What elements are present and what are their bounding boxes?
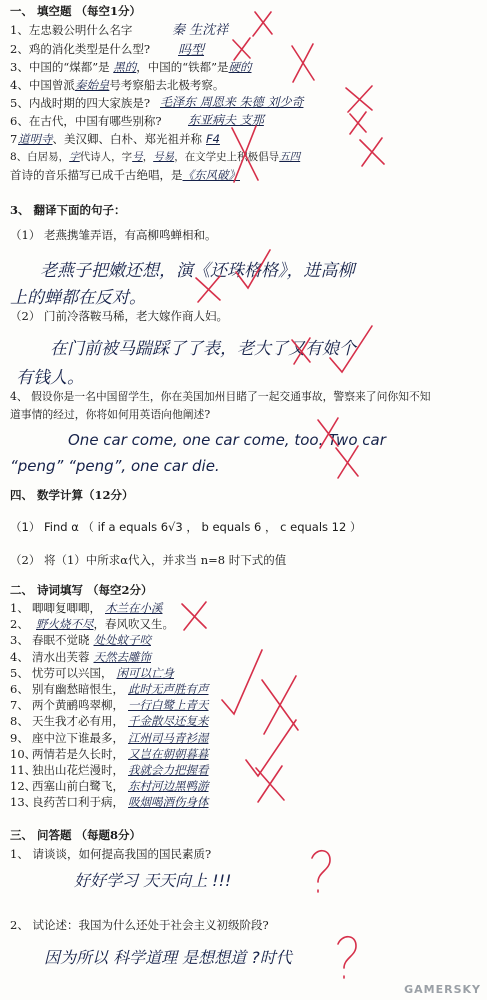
- poem-number: 8、: [10, 714, 29, 729]
- math-question-2: （2） 将（1）中所求α代入，并求当 n=8 时下式的值: [10, 553, 287, 567]
- poem-row: [10, 633, 151, 647]
- english-answer-line2: “peng” “peng”, one car die.: [10, 457, 220, 475]
- poem-row: [10, 795, 209, 809]
- check-mark: [246, 720, 296, 776]
- poem-row: [10, 666, 174, 680]
- poem-row: [10, 650, 151, 664]
- cross-mark: [256, 766, 284, 802]
- question-8: 8、白居易，字代诗人，字号，号易，在文学史上积极倡导五四: [10, 151, 301, 163]
- poem-suffix: ，春风吹又生。: [93, 617, 174, 632]
- poem-row: [10, 601, 163, 615]
- question-3: 3、中国的“煤都”是 黑的，中国的“铁都”是硬的: [10, 60, 252, 74]
- question-6: 6、在古代，中国有哪些别称?: [10, 114, 162, 128]
- poem-answer: 我就会力把握看: [128, 763, 209, 777]
- answer-7b: F4: [206, 132, 220, 146]
- cross-mark: [262, 676, 298, 734]
- poem-prompt: 唧唧复唧唧，: [32, 601, 101, 615]
- cross-mark: [292, 44, 314, 82]
- qa-question-1: 1、 请谈谈，如何提高我国的国民素质?: [10, 847, 212, 861]
- check-mark: [222, 650, 262, 714]
- poem-number: 10、: [10, 746, 37, 761]
- cross-mark: [253, 12, 272, 36]
- poem-answer: 千金散尽还复来: [128, 714, 209, 729]
- poem-number: 5、: [10, 665, 29, 680]
- section-poem-title: 二、 诗词填写 （每空2分）: [10, 583, 153, 597]
- poem-prompt: 别有幽愁暗恨生，: [32, 682, 124, 696]
- qa-answer-1: 好好学习 天天向上 !!!: [74, 871, 232, 890]
- answer-1: 秦 生沈祥: [172, 23, 229, 38]
- poem-row: [10, 698, 209, 712]
- section-fill-blank-title: 一、 填空题 （每空1分）: [10, 4, 142, 18]
- poem-prompt: 天生我才必有用，: [32, 714, 124, 729]
- cross-mark: [336, 446, 358, 478]
- translate-answer-2-line1: 在门前被马踹踩了了表，老大了又有娘个: [50, 339, 356, 359]
- poem-prompt: 独出山花烂漫时，: [32, 763, 124, 777]
- poem-answer: 江州司马青衫湿: [128, 730, 209, 745]
- question-mark: [338, 937, 356, 978]
- poem-number: 1、: [10, 601, 29, 615]
- poem-answer: 处处蚊子咬: [93, 633, 151, 648]
- poem-answer: 此时无声胜有声: [128, 682, 209, 696]
- answer-8d: 五四: [279, 151, 301, 163]
- answer-2: 吗型: [178, 43, 205, 58]
- cross-mark: [346, 86, 372, 112]
- poem-number: 12、: [10, 779, 37, 794]
- poem-answer: 东村河边黑鸭游: [128, 779, 209, 794]
- qa-answer-2: 因为所以 科学道理 是想想道 ?时代: [44, 948, 292, 967]
- english-question-line1: 4、 假设你是一名中国留学生，你在美国加州目睹了一起交通事故，警察来了问你知不知: [10, 390, 431, 403]
- poem-answer: 又岂在朝朝暮暮: [128, 746, 209, 761]
- poem-row: [10, 617, 174, 631]
- english-answer-line1: One car come, one car come, too. Two car: [68, 431, 386, 449]
- answer-6: 东亚病夫 支那: [188, 113, 264, 127]
- cross-mark: [350, 112, 366, 134]
- translate-q2: （2） 门前冷落鞍马稀，老大嫁作商人妇。: [10, 309, 228, 323]
- poem-number: 6、: [10, 682, 29, 696]
- math-question-1: （1） Find α （ if a equals 6√3 ， b equals 6 ， c equals 12 ）: [10, 520, 362, 534]
- translate-answer-1-line2: 上的蝉都在反对。: [10, 288, 146, 308]
- poem-number: 11、: [10, 763, 37, 777]
- question-4: 4、中国曾派秦始皇号考察船去北极考察。: [10, 78, 225, 92]
- answer-3a: 黑的: [113, 60, 137, 74]
- poem-row: [10, 779, 209, 793]
- english-question-line2: 道事情的经过，你将如何用英语向他阐述?: [10, 408, 211, 421]
- answer-8c: 号易: [153, 151, 175, 163]
- question-2: 2、鸡的消化类型是什么型?: [10, 42, 150, 56]
- poem-number: 13、: [10, 795, 37, 810]
- answer-7a: 道明寺: [18, 132, 53, 146]
- cross-mark: [233, 38, 250, 60]
- translate-q1: （1） 老燕携雏弄语，有高柳鸣蝉相和。: [10, 228, 217, 242]
- answer-8b: 号: [132, 151, 143, 163]
- poem-number: 7、: [10, 698, 29, 713]
- question-1: 1、左忠毅公明什么名字: [10, 23, 133, 37]
- poem-prompt: 良药苦口利于病，: [32, 795, 124, 810]
- poem-number: 4、: [10, 649, 29, 664]
- poem-answer: 野火烧不尽: [36, 617, 94, 632]
- poem-prompt: 座中泣下谁最多，: [32, 730, 124, 745]
- poem-answer: 木兰在小溪: [105, 601, 163, 615]
- translate-answer-2-line2: 有钱人。: [16, 368, 84, 388]
- poem-answer: 天然去雕饰: [93, 649, 151, 664]
- section-qa-title: 三、 问答题 （每题8分）: [10, 828, 142, 842]
- answer-8e: 《东风破》: [182, 168, 240, 182]
- translate-answer-1-line1: 老燕子把嫩还想，演《还珠格格》，进高柳: [40, 261, 355, 281]
- question-mark: [312, 851, 330, 892]
- answer-3b: 硬的: [228, 60, 252, 74]
- poem-answer: 闲可以亡身: [116, 665, 174, 680]
- question-7: 7道明寺、美汉卿、白朴、郑光祖并称 F4: [10, 132, 220, 146]
- question-5: 5、内战时期的四大家族是?: [10, 96, 150, 110]
- answer-5: 毛泽东 周恩来 朱德 刘少奇: [160, 95, 304, 109]
- poem-row: [10, 763, 209, 777]
- poem-prompt: 清水出芙蓉: [32, 649, 90, 664]
- cross-mark: [182, 602, 206, 630]
- poem-row: [10, 714, 209, 728]
- poem-row: [10, 731, 209, 745]
- poem-number: 2、: [10, 617, 29, 632]
- question-8-cont: 首诗的音乐描写已成千古绝唱，是《东风破》: [10, 168, 240, 182]
- watermark-logo: GAMERSKY: [404, 983, 481, 996]
- poem-answer: 一行白鹭上青天: [128, 698, 209, 713]
- poem-prompt: 忧劳可以兴国，: [32, 665, 113, 680]
- poem-answer: 吸烟喝酒伤身体: [128, 795, 209, 810]
- poem-number: 3、: [10, 633, 29, 648]
- qa-question-2: 2、 试论述：我国为什么还处于社会主义初级阶段?: [10, 918, 269, 932]
- section-translate-title: 3、 翻译下面的句子：: [10, 203, 126, 217]
- poem-row: [10, 682, 209, 696]
- answer-8a: 字: [69, 151, 80, 163]
- section-math-title: 四、 数学计算（12分）: [10, 488, 134, 502]
- poem-prompt: 西塞山前白鹭飞，: [32, 779, 124, 794]
- poem-row: [10, 747, 209, 761]
- poem-prompt: 两个黄鹂鸣翠柳，: [32, 698, 124, 713]
- answer-4: 秦始皇: [74, 78, 110, 92]
- poem-prompt: 春眠不觉晓: [32, 633, 90, 648]
- cross-mark: [360, 138, 384, 166]
- poem-prompt: 两情若是久长时，: [32, 746, 124, 761]
- poem-number: 9、: [10, 730, 29, 745]
